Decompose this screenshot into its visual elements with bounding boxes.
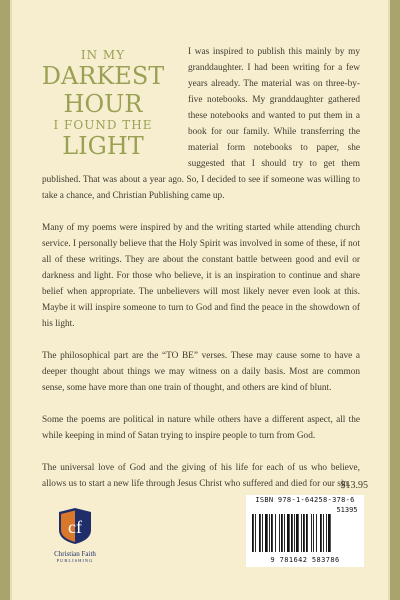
barcode-bar: [291, 514, 293, 552]
isbn-label: ISBN 978-1-64258-378-6: [255, 496, 355, 504]
barcode-bar: [259, 514, 261, 552]
title-spacer: [42, 44, 188, 172]
title-line-4: I FOUND THE: [53, 118, 153, 132]
barcode-bar: [255, 514, 256, 552]
svg-text:cf: cf: [68, 517, 82, 537]
barcode-bar: [301, 514, 302, 552]
publisher-logo: [40, 506, 110, 570]
title-line-2: DARKEST: [41, 62, 165, 90]
blurb-paragraph-5: The universal love of God and the giving of his life for each of us who believe, allows us to start a new life through Jesus Christ who suffered and died for our sin.: [42, 463, 360, 489]
barcode-bar: [306, 514, 308, 552]
barcode-bar: [271, 514, 273, 552]
price-label: $13.95: [340, 480, 368, 491]
barcode-bar: [262, 514, 263, 552]
barcode-bar: [328, 514, 331, 552]
blurb-text: [42, 44, 360, 508]
barcode-bar: [311, 514, 312, 552]
barcode-bar: [323, 514, 324, 552]
blurb-paragraph-1: I was inspired to publish this mainly by my granddaughter. I had been writing for a few years already. The material was on three-by-five notebooks. My granddaughter gathered these notebooks and wanted to put them in a book for our family. While transferring the material form notebooks to paper, she suggested that I should try to get them published. That was about a year ago. So, I decided to see if someone was willing to take a chance, and Christian Publishing came up.: [42, 47, 360, 201]
barcode-bar: [279, 514, 280, 552]
barcode-bar: [303, 514, 305, 552]
title-line-1: IN MY: [80, 48, 126, 62]
barcode-digits: 9 781642 583786: [270, 556, 340, 564]
blurb-paragraph-2: Many of my poems were inspired by and the writing started while attending church service. I personally believe that the Holy Spirit was involved in some of these, if not all of these writings. They are about the constant battle between good and evil or darkness and light. For those who believe, it is an inspiration to continue and share belief when appropriate. The unbelievers will most likely never even look at this. Maybe it will inspire someone to turn to God and find the peace in the showdown of his light.: [42, 223, 360, 329]
publisher-logo-mark: [55, 506, 95, 546]
barcode-bar: [275, 514, 276, 552]
barcode-bar: [313, 514, 314, 552]
barcode-bar: [252, 514, 254, 552]
blurb-paragraph-4: Some the poems are political in nature while others have a different aspect, all the while keeping in mind of Satan trying to inspire people to turn from God.: [42, 415, 360, 441]
barcode-bar: [265, 514, 268, 552]
barcode-bar: [326, 514, 327, 552]
barcode-bar: [316, 514, 317, 552]
publisher-name: Christian Faith: [54, 550, 96, 558]
price-code: 51395: [336, 506, 358, 514]
barcode-bar: [320, 514, 322, 552]
blurb-paragraph-3: The philosophical part are the “TO BE” verses. These may cause some to have a deeper thought about things we may witness on a daily basis. Most are common sense, some have more than one train of thought, and others are kind of blunt.: [42, 351, 360, 393]
barcode-bar: [269, 514, 270, 552]
barcode-bar: [281, 514, 283, 552]
barcode-bar: [287, 514, 290, 552]
barcode-bar: [296, 514, 299, 552]
title-line-5: LIGHT: [62, 132, 144, 160]
barcode: [252, 514, 360, 552]
barcode-bar: [294, 514, 295, 552]
title-line-3: HOUR: [63, 90, 143, 118]
publisher-sub: PUBLISHING: [56, 558, 94, 563]
barcode-bar: [284, 514, 285, 552]
